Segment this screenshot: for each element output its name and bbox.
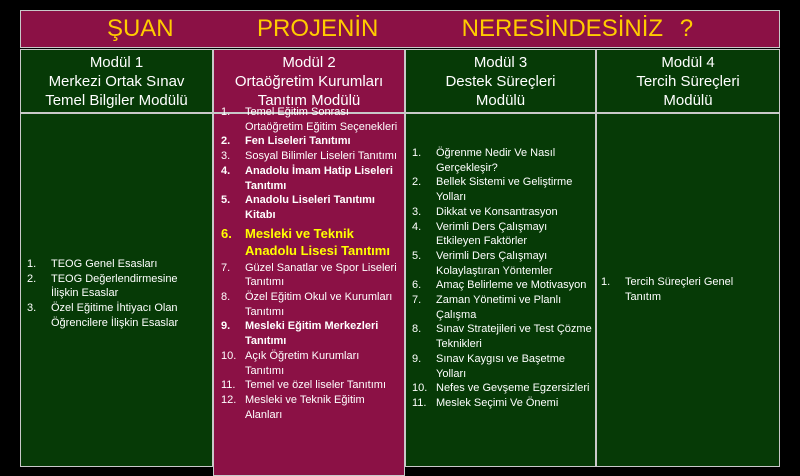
list-item: 9. Mesleki Eğitim Merkezleri Tanıtımı	[221, 320, 379, 348]
module-3-name-line2: Modülü	[475, 92, 526, 109]
module-2-name-line1: Ortaöğretim Kurumları	[234, 73, 384, 90]
list-item: 5. Anadolu Liseleri Tanıtımı Kitabı	[221, 194, 375, 221]
list-item: 1. Temel Eğitim Sonrası Ortaöğretim Eğitim Seçenekleri	[221, 106, 398, 133]
list-item: 11. Meslek Seçimi Ve Önemi	[412, 396, 559, 409]
list-item: 2. Fen Liseleri Tanıtımı	[221, 135, 351, 148]
module-3-body	[405, 113, 596, 467]
module-2-body	[213, 106, 405, 476]
module-1-list	[27, 257, 205, 331]
list-item: 3. Özel Eğitime İhtiyacı Olan Öğrencilere İlişkin Esaslar	[27, 302, 179, 329]
list-item: 1. Tercih Süreçleri Genel Tanıtım	[601, 276, 734, 303]
module-4-number: Modül 4	[661, 54, 715, 71]
module-1-number: Modül 1	[89, 54, 144, 71]
list-item: 4. Verimli Ders Çalışmayı Etkileyen Faktörler	[412, 220, 548, 248]
list-item: 9. Sınav Kaygısı ve Başetme Yolları	[412, 352, 566, 380]
module-3-list	[412, 146, 592, 411]
list-item: 2. Bellek Sistemi ve Geliştirme Yolları	[412, 176, 573, 204]
module-4-name-line2: Modülü	[663, 92, 713, 109]
list-item: 2. TEOG Değerlendirmesine İlişkin Esaslar	[27, 272, 178, 300]
list-item: 6. Amaç Belirleme ve Motivasyon	[412, 279, 587, 292]
list-item: 1. Öğrenme Nedir Ve Nasıl Gerçekleşir?	[412, 147, 556, 174]
list-item: 7. Güzel Sanatlar ve Spor Liseleri Tanıtımı	[221, 261, 397, 289]
list-item: 12. Mesleki ve Teknik Eğitim Alanları	[221, 393, 365, 421]
module-3-name-line1: Destek Süreçleri	[445, 73, 556, 90]
list-item: 8. Sınav Stratejileri ve Test Çözme Teknikleri	[412, 323, 592, 351]
module-2-number: Modül 2	[282, 54, 336, 71]
module-1-body	[20, 113, 213, 467]
list-item: 4. Anadolu İmam Hatip Liseleri Tanıtımı	[221, 164, 393, 192]
module-4-body	[596, 113, 780, 467]
list-item: 3. Sosyal Bilimler Liseleri Tanıtımı	[221, 150, 398, 163]
list-item: 3. Dikkat ve Konsantrasyon	[412, 205, 558, 218]
module-1-name-line1: Merkezi Ortak Sınav	[48, 73, 185, 90]
list-item: 1. TEOG Genel Esasları	[27, 258, 158, 270]
module-3-header	[405, 49, 596, 113]
module-4-header	[596, 49, 780, 113]
module-4-list	[601, 275, 771, 304]
list-item: 8. Özel Eğitim Okul ve Kurumları Tanıtımı	[221, 291, 393, 318]
module-3-number: Modül 3	[473, 54, 528, 71]
list-item-highlighted: 6. Mesleki ve Teknik Anadolu Lisesi Tanıtımı	[221, 225, 390, 258]
module-2-header	[213, 49, 405, 113]
module-1-header	[20, 49, 213, 113]
list-item: 11. Temel ve özel liseler Tanıtımı	[221, 379, 387, 392]
list-item: 10. Açık Öğretim Kurumları Tanıtımı	[221, 349, 360, 377]
list-item: 5. Verimli Ders Çalışmayı Kolaylaştıran Yöntemler	[412, 249, 553, 277]
module-2-name-line2: Tanıtım Modülü	[257, 92, 361, 109]
module-4-name-line1: Tercih Süreçleri	[636, 73, 740, 90]
module-2-list	[221, 105, 399, 422]
module-1-name-line2: Temel Bilgiler Modülü	[45, 92, 188, 109]
list-item: 10. Nefes ve Gevşeme Egzersizleri	[412, 382, 590, 395]
list-item: 7. Zaman Yönetimi ve Planlı Çalışma	[412, 294, 562, 321]
slide-title: ŞUAN PROJENİN NERESİNDESİNİZ ?	[20, 10, 780, 48]
